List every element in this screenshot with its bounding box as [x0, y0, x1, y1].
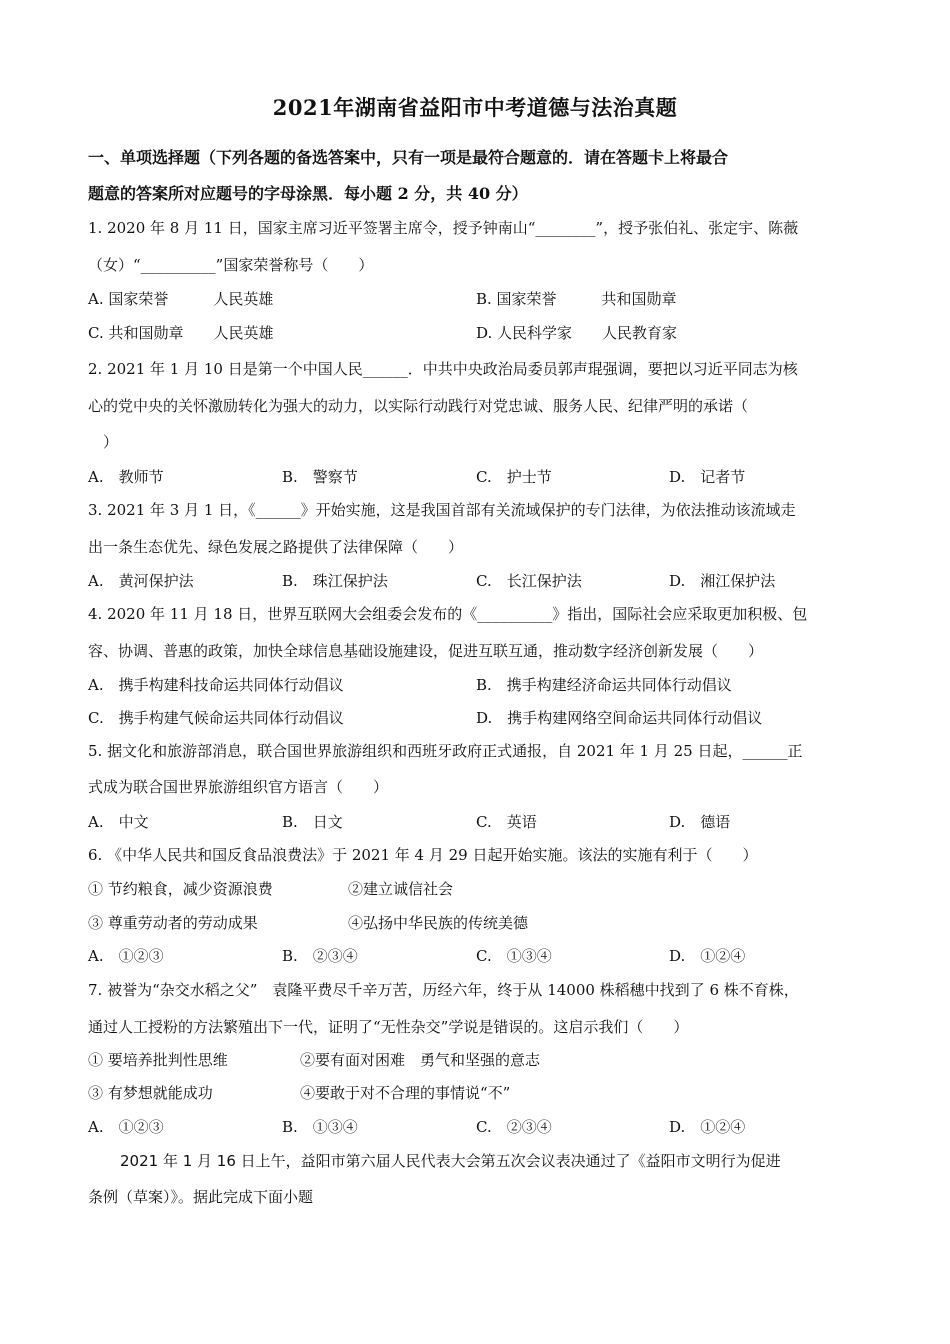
question-7-item-3: ③ 有梦想就能成功 [88, 1084, 213, 1102]
question-2-line2: 心的党中央的关怀激励转化为强大的动力，以实际行动践行对党忠诚、服务人民、纪律严明的承诺（ [88, 397, 749, 415]
question-5-option-c[interactable]: C. 英语 [476, 813, 537, 831]
question-7-option-c[interactable]: C. ②③④ [476, 1118, 552, 1136]
question-6-option-d[interactable]: D. ①②④ [669, 947, 746, 965]
question-2-option-a[interactable]: A. 教师节 [88, 468, 164, 486]
question-3-option-c[interactable]: C. 长江保护法 [476, 572, 582, 590]
question-4-line2: 容、协调、普惠的政策，加快全球信息基础设施建设，促进互联互通，推动数字经济创新发展（ ） [88, 642, 764, 660]
question-6-item-3: ③ 尊重劳动者的劳动成果 [88, 914, 258, 932]
section-heading-line2: 题意的答案所对应题号的字母涂黑．每小题 2 分，共 40 分） [88, 184, 528, 203]
question-4-option-b[interactable]: B. 携手构建经济命运共同体行动倡议 [476, 676, 732, 694]
question-4-option-a[interactable]: A. 携手构建科技命运共同体行动倡议 [88, 676, 344, 694]
question-7-line2: 通过人工授粉的方法繁殖出下一代，证明了“无性杂交”学说是错误的。这启示我们（ ） [88, 1018, 689, 1036]
question-6-item-4: ④弘扬中华民族的传统美德 [348, 914, 529, 932]
question-2-option-b[interactable]: B. 警察节 [282, 468, 358, 486]
question-6-option-c[interactable]: C. ①③④ [476, 947, 552, 965]
question-7-item-1: ① 要培养批判性思维 [88, 1051, 228, 1069]
question-2-option-d[interactable]: D. 记者节 [669, 468, 746, 486]
question-2-line1: 2. 2021 年 1 月 10 日是第一个中国人民______．中共中央政治局委员郭声琨强调，要把以习近平同志为核 [88, 360, 798, 378]
question-1-line1: 1. 2020 年 8 月 11 日，国家主席习近平签署主席令，授予钟南山“________”，授予张伯礼、张定宇、陈薇 [88, 219, 799, 237]
question-7-option-a[interactable]: A. ①②③ [88, 1118, 164, 1136]
question-5-line1: 5. 据文化和旅游部消息，联合国世界旅游组织和西班牙政府正式通报，自 2021 年 1 月 25 日起，______正 [88, 742, 803, 760]
question-4-option-c[interactable]: C. 携手构建气候命运共同体行动倡议 [88, 709, 344, 727]
question-1-option-c[interactable]: C. 共和国勋章 人民英雄 [88, 324, 274, 342]
question-5-option-a[interactable]: A. 中文 [88, 813, 149, 831]
question-3-option-b[interactable]: B. 珠江保护法 [282, 572, 388, 590]
question-5-option-d[interactable]: D. 德语 [669, 813, 731, 831]
question-5-line2: 式成为联合国世界旅游组织官方语言（ ） [88, 778, 389, 796]
question-6-option-a[interactable]: A. ①②③ [88, 947, 164, 965]
page-title: 2021年湖南省益阳市中考道德与法治真题 [272, 95, 678, 120]
question-7-option-b[interactable]: B. ①③④ [282, 1118, 358, 1136]
question-3-line1: 3. 2021 年 3 月 1 日，《______》开始实施，这是我国首部有关流域保护的专门法律，为依法推动该流域走 [88, 501, 796, 519]
question-3-option-d[interactable]: D. 湘江保护法 [669, 572, 776, 590]
question-7-line1: 7. 被誉为“杂交水稻之父” 袁隆平费尽千辛万苦，历经六年，终于从 14000 株稻穗中找到了 6 株不育株， [88, 981, 799, 999]
question-2-option-c[interactable]: C. 护士节 [476, 468, 552, 486]
question-3-line2: 出一条生态优先、绿色发展之路提供了法律保障（ ） [88, 538, 464, 556]
question-6-item-2: ②建立诚信社会 [348, 880, 454, 898]
passage-line1: 2021 年 1 月 16 日上午，益阳市第六届人民代表大会第五次会议表决通过了《益阳市文明行为促进 [120, 1152, 781, 1170]
question-5-option-b[interactable]: B. 日文 [282, 813, 343, 831]
question-3-option-a[interactable]: A. 黄河保护法 [88, 572, 194, 590]
question-1-option-d[interactable]: D. 人民科学家 人民教育家 [476, 324, 678, 342]
question-4-line1: 4. 2020 年 11 月 18 日，世界互联网大会组委会发布的《__________》指出，国际社会应采取更加积极、包 [88, 605, 808, 623]
question-7-item-2: ②要有面对困难 勇气和坚强的意志 [300, 1051, 541, 1069]
question-2-line3: ） [88, 433, 119, 451]
question-1-line2: （女）“__________”国家荣誉称号（ ） [88, 256, 374, 274]
question-7-option-d[interactable]: D. ①②④ [669, 1118, 746, 1136]
question-4-option-d[interactable]: D. 携手构建网络空间命运共同体行动倡议 [476, 709, 763, 727]
question-6-option-b[interactable]: B. ②③④ [282, 947, 358, 965]
question-1-option-b[interactable]: B. 国家荣誉 共和国勋章 [476, 290, 677, 308]
question-6-item-1: ① 节约粮食，减少资源浪费 [88, 880, 273, 898]
question-6-line1: 6. 《中华人民共和国反食品浪费法》于 2021 年 4 月 29 日起开始实施。该法的实施有利于（ ） [88, 846, 758, 864]
section-heading-line1: 一、单项选择题（下列各题的备选答案中，只有一项是最符合题意的．请在答题卡上将最合 [88, 148, 729, 167]
question-7-item-4: ④要敢于对不合理的事情说“不” [300, 1084, 511, 1102]
passage-line2: 条例（草案）》。据此完成下面小题 [88, 1188, 314, 1206]
question-1-option-a[interactable]: A. 国家荣誉 人民英雄 [88, 290, 274, 308]
